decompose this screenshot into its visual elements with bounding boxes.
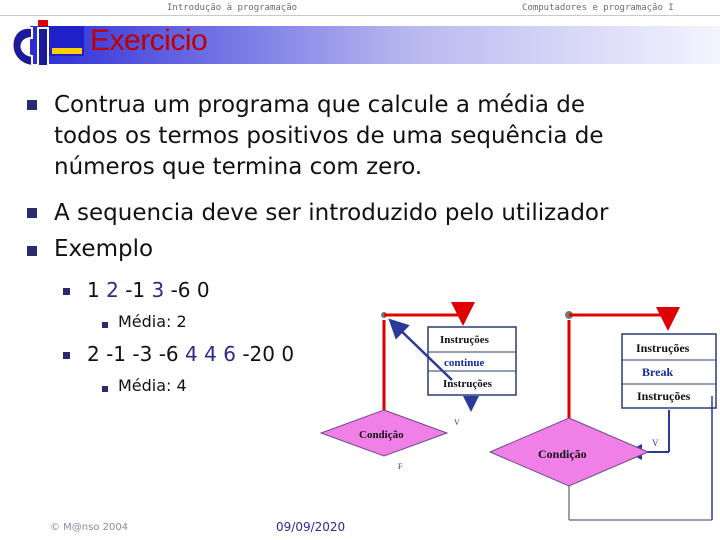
- bullet-text-3: Exemplo: [54, 236, 154, 262]
- header-left: Introdução à programação: [167, 3, 298, 13]
- sequence-value: -1: [125, 278, 146, 302]
- sequence-value: 2: [106, 278, 119, 302]
- block-bottom-label: Instruções: [443, 378, 492, 390]
- block-mid-label: Break: [642, 365, 674, 379]
- sequence-value: -6: [170, 278, 191, 302]
- bullet-text-2: A sequencia deve ser introduzido pelo utilizador: [54, 200, 609, 226]
- block-bottom-label: Instruções: [637, 389, 691, 403]
- sequence-value: -6: [158, 342, 179, 366]
- sequence-value: -20: [242, 342, 275, 366]
- false-label: F: [398, 462, 403, 471]
- example-1-result: Média: 2: [118, 312, 187, 331]
- sequence-value: 1: [87, 278, 100, 302]
- sequence-value: 4: [185, 342, 198, 366]
- bullet-text-1-cont2: números que termina com zero.: [54, 154, 423, 180]
- bullet-text-1: Contrua um programa que calcule a média de: [54, 92, 585, 118]
- sequence-value: 6: [223, 342, 236, 366]
- block-top-label: Instruções: [440, 334, 489, 346]
- header-right: Computadores e programação I: [522, 3, 674, 13]
- condition-label: Condição: [538, 447, 587, 461]
- true-label: V: [454, 418, 460, 427]
- sequence-value: 2: [87, 342, 100, 366]
- condition-label: Condição: [359, 429, 404, 441]
- footer-copyright: © M@nso 2004: [50, 522, 129, 533]
- page-title: Exercicio: [90, 24, 208, 57]
- sequence-value: 4: [204, 342, 217, 366]
- continue-flowchart: [321, 312, 516, 471]
- sequence-value: 3: [151, 278, 165, 302]
- sequence-value: -1: [106, 342, 127, 366]
- example-2-result: Média: 4: [118, 376, 187, 395]
- bullet-text-1-cont: todos os termos positivos de uma sequência de: [54, 123, 604, 149]
- true-label: V: [652, 438, 659, 448]
- sequence-value: 0: [196, 278, 210, 302]
- sequence-value: -3: [132, 342, 153, 366]
- block-mid-label: continue: [444, 357, 485, 369]
- sequence-value: 0: [281, 342, 295, 366]
- block-top-label: Instruções: [636, 341, 690, 355]
- footer-date: 09/09/2020: [276, 520, 346, 534]
- break-flowchart: [490, 311, 716, 520]
